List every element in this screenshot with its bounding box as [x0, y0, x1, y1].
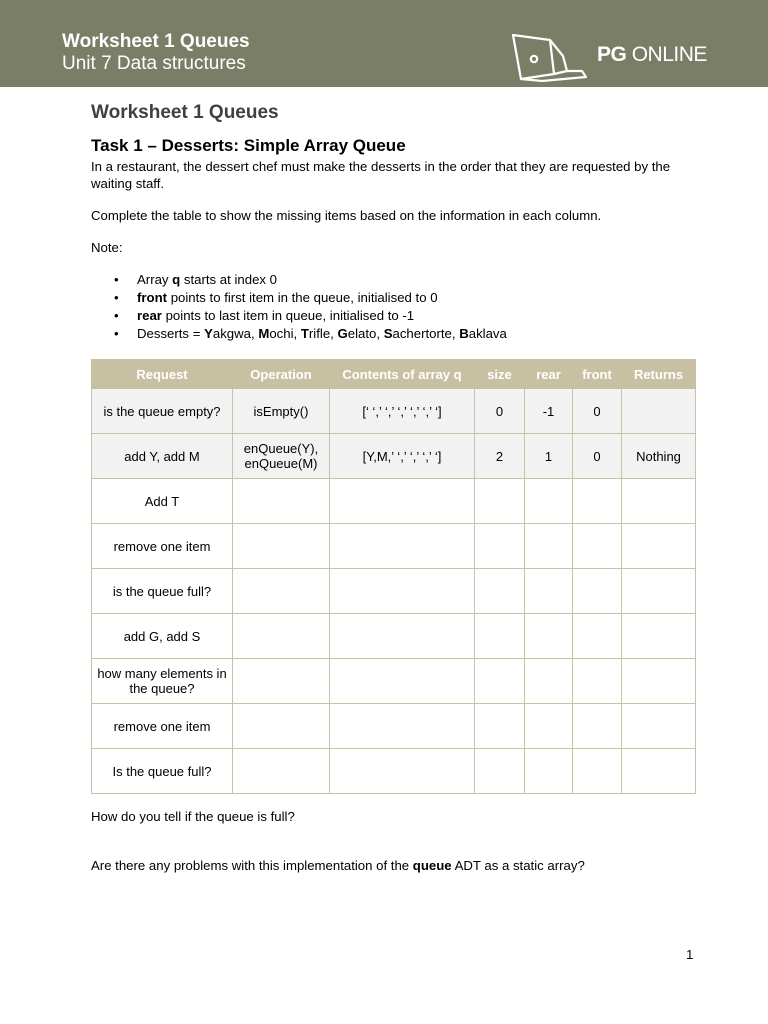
column-header: Request [92, 360, 233, 389]
table-cell [573, 614, 622, 659]
table-cell: -1 [525, 389, 573, 434]
table-cell: Nothing [622, 434, 696, 479]
table-cell: is the queue full? [92, 569, 233, 614]
table-cell [573, 704, 622, 749]
table-row [92, 479, 696, 524]
question-queue-full: How do you tell if the queue is full? [91, 809, 295, 824]
table-cell [330, 524, 475, 569]
table-row [92, 614, 696, 659]
table-cell [622, 389, 696, 434]
table-cell [330, 479, 475, 524]
table-cell: remove one item [92, 704, 233, 749]
column-header: Operation [233, 360, 330, 389]
table-cell [525, 524, 573, 569]
document-body [91, 100, 695, 889]
document-title: Worksheet 1 Queues [91, 102, 279, 123]
table-cell: how many elements in the queue? [92, 659, 233, 704]
table-cell [330, 569, 475, 614]
table-cell: add Y, add M [92, 434, 233, 479]
table-row [92, 389, 696, 434]
question-static-array: Are there any problems with this implementation of the queue ADT as a static array? [91, 858, 585, 873]
table-cell [330, 704, 475, 749]
table-cell [573, 569, 622, 614]
table-row [92, 524, 696, 569]
table-cell: Is the queue full? [92, 749, 233, 794]
table-cell: 1 [525, 434, 573, 479]
table-cell [525, 704, 573, 749]
table-row [92, 659, 696, 704]
table-cell [622, 659, 696, 704]
table-cell: isEmpty() [233, 389, 330, 434]
table-cell: remove one item [92, 524, 233, 569]
table-cell [622, 479, 696, 524]
logo-text [597, 43, 707, 67]
note-item: • rear points to last item in queue, initialised to -1 [137, 307, 695, 325]
table-cell [233, 569, 330, 614]
table-cell [525, 479, 573, 524]
table-header-row [92, 360, 696, 389]
table-cell [233, 614, 330, 659]
column-header: front [573, 360, 622, 389]
column-header: rear [525, 360, 573, 389]
task-title: Task 1 – Desserts: Simple Array Queue [91, 136, 406, 155]
table-cell [622, 749, 696, 794]
intro-paragraph: In a restaurant, the dessert chef must make the desserts in the order that they are requested by the waiting staff. [91, 159, 671, 191]
table-cell: 0 [573, 434, 622, 479]
table-row [92, 749, 696, 794]
pg-online-logo [510, 30, 720, 82]
table-cell [622, 569, 696, 614]
table-cell: 0 [475, 389, 525, 434]
logo-text-pg: PG [597, 43, 627, 66]
header-subtitle: Unit 7 Data structures [62, 53, 246, 74]
table-cell: enQueue(Y), enQueue(M) [233, 434, 330, 479]
table-cell [573, 749, 622, 794]
table-row [92, 434, 696, 479]
table-cell [525, 614, 573, 659]
note-item: • Array q starts at index 0 [137, 271, 695, 289]
table-cell [525, 749, 573, 794]
table-cell [330, 749, 475, 794]
table-cell [233, 524, 330, 569]
queue-table [91, 359, 696, 794]
table-cell [475, 704, 525, 749]
table-cell [330, 659, 475, 704]
table-cell [475, 614, 525, 659]
table-cell [622, 614, 696, 659]
table-cell [475, 749, 525, 794]
column-header: size [475, 360, 525, 389]
table-cell [330, 614, 475, 659]
table-cell [233, 704, 330, 749]
logo-text-online: ONLINE [631, 43, 707, 66]
note-item-desserts: • Desserts = Yakgwa, Mochi, Trifle, Gelato, Sachertorte, Baklava [137, 325, 695, 343]
table-cell: Add T [92, 479, 233, 524]
note-label: Note: [91, 240, 123, 255]
table-cell [475, 479, 525, 524]
column-header: Contents of array q [330, 360, 475, 389]
table-row [92, 569, 696, 614]
table-cell [475, 569, 525, 614]
column-header: Returns [622, 360, 696, 389]
table-cell: [‘ ‘,’ ‘,’ ‘,’ ‘,’ ‘,’ ‘] [330, 389, 475, 434]
table-cell [233, 659, 330, 704]
table-cell [233, 749, 330, 794]
table-cell: [Y,M,’ ‘,’ ‘,’ ‘,’ ‘] [330, 434, 475, 479]
page-number: 1 [686, 947, 694, 962]
instruction-paragraph: Complete the table to show the missing items based on the information in each column. [91, 208, 602, 223]
table-cell [525, 569, 573, 614]
table-cell: add G, add S [92, 614, 233, 659]
note-item: • front points to first item in the queue, initialised to 0 [137, 289, 695, 307]
notes-list [91, 271, 695, 343]
table-cell [475, 659, 525, 704]
table-cell [573, 524, 622, 569]
table-cell [573, 659, 622, 704]
table-cell [573, 479, 622, 524]
table-cell: 0 [573, 389, 622, 434]
table-cell [525, 659, 573, 704]
table-row [92, 704, 696, 749]
table-cell [622, 704, 696, 749]
table-cell [233, 479, 330, 524]
table-cell: 2 [475, 434, 525, 479]
table-cell: is the queue empty? [92, 389, 233, 434]
laptop-icon [510, 30, 590, 82]
table-cell [475, 524, 525, 569]
page-header [0, 0, 768, 87]
header-title: Worksheet 1 Queues [62, 31, 250, 52]
table-cell [622, 524, 696, 569]
